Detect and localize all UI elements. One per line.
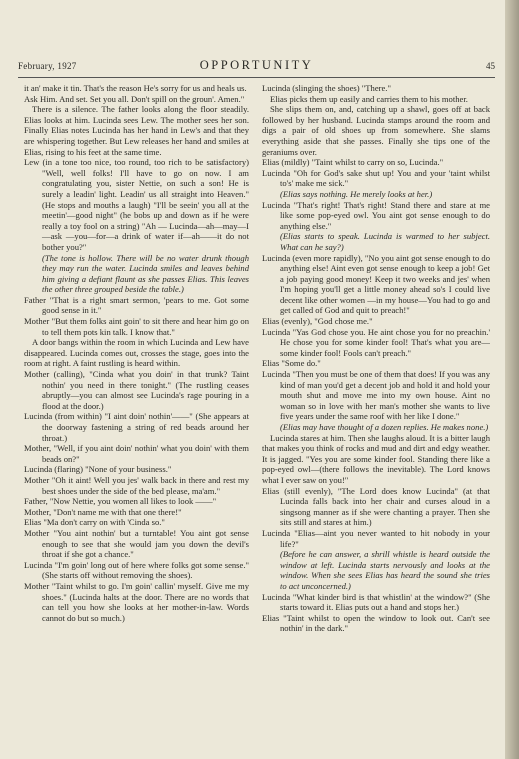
right-column xyxy=(262,83,490,743)
dialogue-line: Father, "Now Nettie, you women all likes to look ——" xyxy=(24,496,217,507)
dialogue-line: Elias "Some do." xyxy=(262,358,321,369)
page-number: 45 xyxy=(486,61,495,71)
dialogue-line: Lucinda (even more rapidly), "No you aint got sense enough to do anything else! Aint even got sense enough to keep a job! Get a job paying good money! Keep it two weeks and jes' when I'm hoping you'll get a little money ahead so's I could live decent like other women —in my house—You had to go and get called of God and quit to preach!" xyxy=(262,252,490,316)
dialogue-line: Mother "Oh it aint! Well you jes' walk back in there and rest my best shoes under the side of the bed please, ma'am." xyxy=(24,474,249,496)
dialogue-line: Ask Him. And set. Set you all. Don't spill on the groun'. Amen." xyxy=(24,93,245,104)
dialogue-line: Father "That is a right smart sermon, 'pears to me. Got some good sense in it." xyxy=(24,294,249,316)
dialogue-line: Elias "Taint whilst to open the window to look out. Can't see nothin' in the dark." xyxy=(262,612,490,634)
dialogue-line: Lucinda (slinging the shoes) "There." xyxy=(262,83,391,93)
dialogue-line: Lucinda "Elias—aint you never wanted to hit nobody in your life?" xyxy=(262,527,490,549)
dialogue-line: Lucinda "Oh for God's sake shut up! You and your 'taint whilst to's' make me sick." xyxy=(262,167,490,189)
stage-direction: (The tone is hollow. There will be no water drunk though they may run the water. Lucinda smiles and leaves behind him giving a defiant flaunt as she passes Elias. This leaves the other three grouped beside the table.) xyxy=(42,252,249,295)
paragraph: Lucinda stares at him. Then she laughs aloud. It is a bitter laugh that makes you think of rocks and mud and dirt and edgy weather. It is jagged. "Yes you are some kinder fool. Standing there like a pop-eyed owl—(there follows the inevitable). The Lord knows what I ever saw on you!" xyxy=(262,432,490,485)
paragraph: Elias picks them up easily and carries them to his mother. xyxy=(270,93,468,104)
header-date: February, 1927 xyxy=(18,61,77,71)
dialogue-line: Lucinda "What kinder bird is that whistlin' at the window?" (She starts toward it. Elias puts out a hand and stops her.) xyxy=(262,591,490,613)
paragraph: A door bangs within the room in which Lucinda and Lew have disappeared. Lucinda comes out, crosses the stage, goes into the room at right. A faint rustling is heard within. xyxy=(24,337,249,369)
dialogue-line: Lucinda "Then you must be one of them that does! If you was any kind of man you'd get a decent job and hold it and hold your mouth shut and move me into my own house. Aint no woman so in love with her man's mother she wants to live five years under the same roof with her like I done." xyxy=(262,369,490,422)
running-header xyxy=(18,58,495,74)
dialogue-line: Lucinda (from within) "I aint doin' nothin'——" (She appears at the doorway fastening a string of red beads around her throat.) xyxy=(24,411,249,443)
dialogue-line: Mother, "Don't name me with that one there!" xyxy=(24,506,182,517)
dialogue-line: Mother, "Well, if you aint doin' nothin' what you doin' with them beads on?" xyxy=(24,443,249,464)
dialogue-line: Mother "But them folks aint goin' to sit there and hear him go on to tell them pots kin talk. I know that." xyxy=(24,316,249,337)
dialogue-line: Lew (in a tone too nice, too round, too rich to be satisfactory) "Well, well folks! I'll have to go on now. I am congratulating you, sister Nettie, on such a son! He is surely a leadin' light. Leadin' us all straight into Heaven." (He stops and mouths a laugh) "I'll be seein' you all at the meetin'—good night" (he bobs up and down as if he were really a toy fool on a string) "Ah — Lucinda—ah—may—I—ask —you—for—a drink of water if—ah——it do not bother you?" xyxy=(24,157,249,252)
stage-direction: (Elias starts to speak. Lucinda is warmed to her subject. What can he say?) xyxy=(280,231,490,252)
dialogue-line: Lucinda "I'm goin' long out of here where folks got some sense." (She starts off without removing the shoes). xyxy=(24,559,249,581)
dialogue-line: Lucinda "That's right! That's right! Stand there and stare at me like some pop-eyed owl. You aint got sense enough to do anything else." xyxy=(262,199,490,231)
header-rule xyxy=(18,77,495,78)
dialogue-line: Elias (mildly) "Taint whilst to carry on so, Lucinda." xyxy=(262,157,444,168)
dialogue-line: Mother "You aint nothin' but a turntable! You aint got sense enough to see that she would jam you down the devil's throat if she got a chance." xyxy=(24,527,249,560)
dialogue-line: Mother (calling), "Cinda what you doin' in that trunk? Taint nothin' you need in there tonight." (The rustling ceases abruptly—you can almost see Lucinda's rage pouring in a flood at the door.) xyxy=(24,369,249,411)
dialogue-line: Lucinda "Yas God chose you. He aint chose you for no preachin.' He chose you for some kinder fool! That's what you are—some kinder fool! Fools can't preach." xyxy=(262,326,490,358)
dialogue-line: Mother "Taint whilst to go. I'm goin' callin' myself. Give me my shoes." (Lucinda halts at the door. There are no words that can tell you how she looks at her mother-in-law. Words cannot do but so much.) xyxy=(24,580,249,623)
header-title: OPPORTUNITY xyxy=(199,58,314,72)
paragraph: There is a silence. The father looks along the floor steadily. Elias looks at him. Lucinda sees Lew. The mother sees her son. Finally Elias notes Lucinda has her hand in Lew's and that they are whispering together. But Lew releases her hand and smiles at Elias, rising to his feet at the same time. xyxy=(24,104,249,157)
dialogue-line: Lucinda (flaring) "None of your business." xyxy=(24,464,172,475)
stage-direction: (Before he can answer, a shrill whistle is heard outside the window at left. Lucinda starts nervously and looks at the window. When she sees Elias has heard the sound she tries to act unconcerned.) xyxy=(280,549,490,591)
dialogue-line: Elias (still evenly), "The Lord does know Lucinda" (at that Lucinda falls back into her chair and curses aloud in a singsong manner as if she were chanting a prayer. Then she sits still and stares at him.) xyxy=(262,485,490,528)
paragraph: She slips them on, and, catching up a shawl, goes off at back followed by her husband. Lucinda stamps around the room and digs a pair of old shoes up from somewhere. She slams everything aside that she passes. Finally she tips one of the geraniums over. xyxy=(262,104,490,157)
left-column xyxy=(24,83,249,743)
dialogue-line: Elias (evenly), "God chose me." xyxy=(262,316,373,327)
book-spine xyxy=(505,0,519,759)
dialogue-line: Elias "Ma don't carry on with 'Cinda so." xyxy=(24,517,165,528)
stage-direction: (Elias may have thought of a dozen replies. He makes none.) xyxy=(280,422,489,432)
dialogue-line: it an' make it tin. That's the reason He's sorry for us and heals us. xyxy=(24,83,247,93)
stage-direction: (Elias says nothing. He merely looks at her.) xyxy=(280,188,433,199)
